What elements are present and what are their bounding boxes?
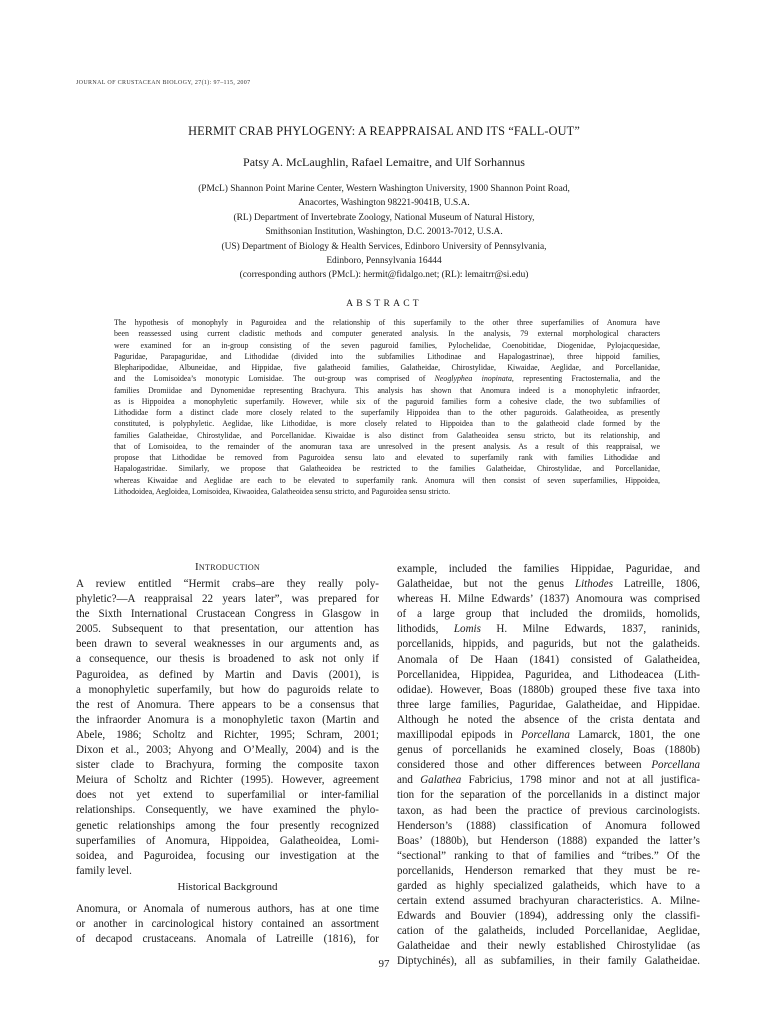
affiliations	[0, 182, 768, 283]
affiliation-line: (PMcL) Shannon Point Marine Center, Western Washington University, 1900 Shannon Point Road,	[198, 184, 570, 194]
abstract-line: Hapalogastridae. Similarly, we propose that Galatheoidea be restricted to the families Galatheidae, Chirostylidae, and Porcellanidae,	[114, 464, 660, 474]
abstract-heading: ABSTRACT	[346, 298, 422, 309]
text-line: Although he noted the absence of the crista dentata and	[397, 713, 700, 726]
corresponding-authors: (corresponding authors (PMcL): hermit@fidalgo.net; (RL): lemaitrr@si.edu)	[239, 270, 529, 281]
text-line: phyletic?—A reappraisal 22 years later”, was prepared for	[76, 593, 379, 606]
text-line: lithodids, Lomis H. Milne Edwards, 1837, raninids,	[397, 623, 700, 636]
text-line: relationships. Consequently, we have examined the phylo-	[76, 804, 379, 817]
abstract-line: Lithodoidea, Aegloidea, Lomisoidea, Kiwaoidea, Galatheoidea sensu stricto, and Paguroidea sensu stricto.	[114, 486, 451, 496]
historical-background-heading: Historical Background	[177, 881, 278, 893]
abstract-line: Blepharipodidae, Albuneidae, and Hippidae, five galatheoid families, Galatheidae, Chirostylidae, Kiwaidae, Aeglidae, and Porcellanidae,	[114, 363, 660, 372]
text-line: Edwards and Bouvier (1894), addressing only the classifi-	[397, 910, 700, 923]
text-line: taxon, as had been the practice of previous carcinologists.	[397, 804, 700, 817]
text-line: Diptychinés), all as subfamilies, in their family Galatheidae.	[397, 955, 700, 968]
text-line: genetic relationships among the four presently recognized	[76, 819, 379, 832]
abstract-line: constituted, is polyphyletic. Aeglidae, like Lithodidae, is more closely related to Hippoidea than to the galatheoid clade formed by the	[114, 419, 660, 429]
text-line: the rest of Anomura. There appears to be a consensus that	[76, 698, 379, 711]
abstract-line: Lithodidae form a distinct clade more closely related to the superfamily Hippoidea than to the other paguroids. Galatheoidea, as presently	[114, 408, 660, 417]
text-line: example, included the families Hippidae, Paguridae, and	[397, 563, 700, 575]
abstract-line: that of Lomisoidea, to the remainder of the anomuran taxa are unresolved in the present analysis. As a result of this reappraisal, we	[114, 441, 660, 451]
text-line: of a large group that included the dromiids, homolids,	[397, 608, 700, 621]
introduction-heading: Introduction	[194, 561, 261, 573]
affiliation-line: Smithsonian Institution, Washington, D.C. 20013-7012, U.S.A.	[265, 227, 503, 238]
text-line: whereas H. Milne Edwards’ (1837) Anomoura was comprised	[397, 593, 700, 606]
text-line: superfamilies of Anomura, Hippoidea, Galatheoidea, Lomi-	[76, 834, 379, 847]
text-line: maxillipodal epipods in Porcellana Lamarck, 1801, the one	[397, 729, 700, 742]
text-line: A review entitled “Hermit crabs–are they really poly-	[76, 578, 379, 590]
abstract-body	[114, 317, 660, 497]
text-line: Paguroidea, as defined by Martin and Davis (2001), is	[76, 668, 379, 681]
journal-citation: JOURNAL OF CRUSTACEAN BIOLOGY, 27(1): 97–115, 2007	[76, 80, 251, 86]
abstract-line: The hypothesis of monophyly in Paguroidea and the relationship of this superfamily to the other three superfamilies of Anomura have	[114, 318, 660, 327]
author-list: Patsy A. McLaughlin, Rafael Lemaitre, and Ulf Sorhannus	[243, 155, 525, 169]
text-line: and Galathea Fabricius, 1798 minor and not at all justifica-	[397, 774, 700, 787]
text-line: porcellanids, Henderson remarked that they must be re-	[397, 864, 700, 877]
text-line: porcellanids, hippids, and pagurids, but not the galatheids.	[397, 638, 700, 651]
text-line: Anomura, or Anomala of numerous authors, has at one time	[76, 903, 379, 915]
abstract-line: families Galatheidae, Chirostylidae, and Porcellanidae. Kiwaidae is also distinct from Galatheoidea sensu stricto, but its relationship, and	[114, 430, 660, 440]
text-line: sister clade to Brachyura, forming the composite taxon	[76, 759, 379, 772]
text-line: “sectional” ranking to that of families and “tribes.” Of the	[397, 849, 700, 862]
text-line: been drawn to several weaknesses in our arguments and, as	[76, 638, 379, 651]
text-line: a monophyletic superfamily, but how do paguroids relate to	[76, 683, 379, 696]
abstract-line: as is Hippoidea a monophyletic superfamily. However, while six of the paguroid families form a cohesive clade, the two subfamilies of	[114, 396, 660, 406]
text-line: garded as highly specialized galatheids, which have to a	[397, 879, 700, 892]
abstract-line: whereas Kiwaidae and Aeglidae are each to be elevated to superfamily rank. Anomura will then consist of seven superfamilies, Hippoidea,	[114, 475, 660, 485]
text-line: does not yet extend to superfamilial or inter-familial	[76, 789, 379, 802]
text-line: 2005. Subsequent to that presentation, our attention has	[76, 623, 379, 636]
historical-background-text	[76, 902, 379, 947]
text-line: a consequence, our thesis is broadened to ask not only if	[76, 653, 379, 666]
affiliation-line: Edinboro, Pennsylvania 16444	[326, 256, 442, 267]
text-line: the Sixth International Crustacean Congress in Glasgow in	[76, 608, 379, 621]
text-line: soidea, and Paguroidea, focusing our investigation at the	[76, 849, 379, 862]
paper-title: HERMIT CRAB PHYLOGENY: A REAPPRAISAL AND ITS “FALL-OUT”	[188, 124, 580, 138]
text-line: Porcellanidea, Hippidea, Paguridea, and Lithodeacea (Lith-	[397, 668, 700, 681]
text-line: odidae). However, Boas (1880b) grouped these five taxa into	[397, 683, 700, 696]
text-line: certain extend assumed brachyuran characteristics. A. Milne-	[397, 895, 700, 908]
text-line: Abele, 1986; Scholtz and Richter, 1995; Schram, 2001;	[76, 728, 379, 741]
text-line: Anomala of De Haan (1841) consisted of Galatheidea,	[397, 653, 700, 666]
page-number: 97	[378, 958, 390, 970]
text-line: of decapod crustaceans. Anomala of Latreille (1816), for	[76, 933, 379, 946]
text-line: three large families, Paguridae, Galatheidae, and Hippidae.	[397, 698, 700, 711]
introduction-text	[76, 577, 379, 879]
text-line: considered those and other differences between Porcellana	[397, 759, 700, 772]
text-line: Dixon et al., 2003; Ahyong and O’Meally, 2004) and is the	[76, 744, 379, 757]
text-line: or another in carcinological history contained an assortment	[76, 918, 379, 931]
abstract-line: families Dromiidae and Dynomenidae representing Brachyura. This analysis has shown that Anomura indeed is a monophyletic infraorder,	[114, 385, 660, 395]
text-line: Galatheidae and their newly established Chirostylidae (as	[397, 940, 700, 953]
affiliation-line: (US) Department of Biology & Health Services, Edinboro University of Pennsylvania,	[221, 241, 547, 252]
text-line: Boas’ (1880b), but Henderson (1888) expanded the latter’s	[397, 834, 700, 847]
text-line: cation of the galatheids, included Porcellanidae, Aeglidae,	[397, 925, 700, 938]
text-line: Galatheidae, but not the genus Lithodes Latreille, 1806,	[397, 578, 700, 591]
affiliation-line: (RL) Department of Invertebrate Zoology, National Museum of Natural History,	[233, 212, 535, 223]
text-line: Henderson’s (1888) classification of Anomura followed	[397, 819, 700, 832]
abstract-line: and the Lomisoidea’s monotypic Lomisidae. The out-group was comprised of Neoglyphea inopinata, representing Fractosternalia, and the	[114, 374, 660, 384]
text-line: the infraorder Anomura is a monophyletic taxon (Martin and	[76, 713, 379, 726]
text-line: tion for the separation of the porcellanids in a distinct major	[397, 789, 700, 802]
abstract-line: been reassessed using current cladistic methods and computer generated analysis. In the analysis, 79 external morphological characters	[114, 329, 660, 339]
affiliation-line: Anacortes, Washington 98221-9041B, U.S.A.	[298, 198, 470, 209]
abstract-line: were examined for an in-group consisting of the seven paguroid families, Pylochelidae, Coenobitidae, Diogenidae, Pylojacquesidae,	[114, 340, 660, 350]
abstract-line: propose that Lithodidae be removed from Paguroidea sensu lato and elevated to superfamily rank with families Lithodidae and	[114, 453, 660, 462]
right-column-text	[397, 562, 700, 970]
text-line: genus of porcellanids he examined closely, Boas (1880b)	[397, 744, 700, 757]
abstract-line: Paguridae, Parapaguridae, and Lithodidae (divided into the subfamilies Lithodinae and Hapalogastrinae), three hippoid families,	[114, 351, 660, 361]
text-line: family level.	[76, 864, 132, 877]
text-line: Meiura of Scholtz and Richter (1995). However, agreement	[76, 774, 379, 787]
